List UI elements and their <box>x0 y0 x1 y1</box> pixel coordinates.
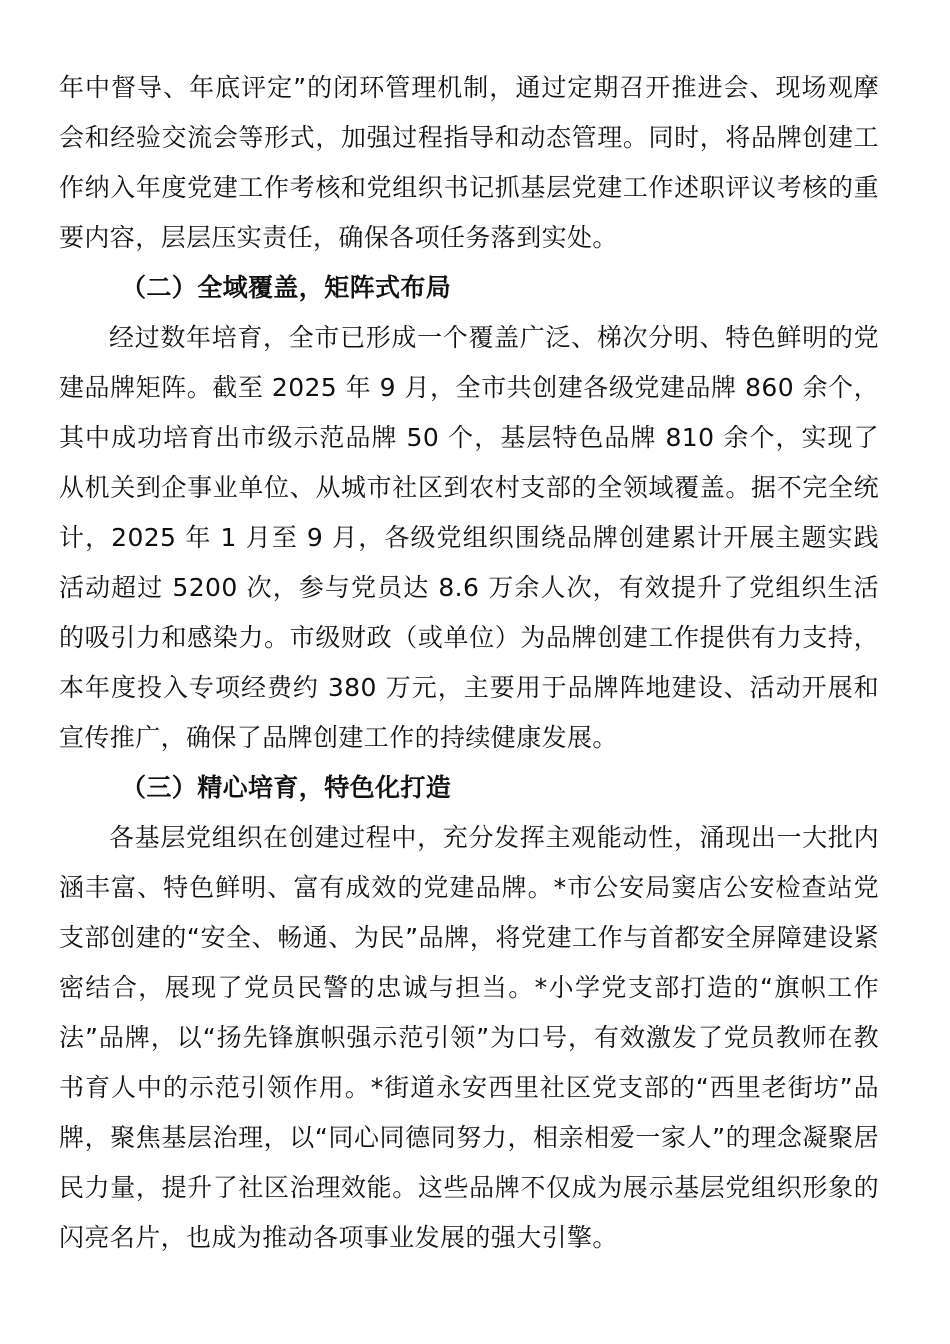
paragraph-cultivation: 各基层党组织在创建过程中，充分发挥主观能动性，涌现出一大批内涵丰富、特色鲜明、富有成效的党建品牌。*市公安局窦店公安检查站党支部创建的“安全、畅通、为民”品牌，将党建工作与首都安全屏障建设紧密结合，展现了党员民警的忠诚与担当。*小学党支部打造的“旗帜工作法”品牌，以“扬先锋旗帜强示范引领”为口号，有效激发了党员教师在教书育人中的示范引领作用。*街道永安西里社区党支部的“西里老街坊”品牌，聚焦基层治理，以“同心同德同努力，相亲相爱一家人”的理念凝聚居民力量，提升了社区治理效能。这些品牌不仅成为展示基层党组织形象的闪亮名片，也成为推动各项事业发展的强大引擎。 <box>59 823 879 1252</box>
paragraph-coverage: 经过数年培育，全市已形成一个覆盖广泛、梯次分明、特色鲜明的党建品牌矩阵。截至 2025 年 9 月，全市共创建各级党建品牌 860 余个，其中成功培育出市级示范品牌 50 个，基层特色品牌 810 余个，实现了从机关到企事业单位、从城市社区到农村支部的全领域覆盖。据不完全统计，2025 年 1 月至 9 月，各级党组织围绕品牌创建累计开展主题实践活动超过 5200 次，参与党员达 8.6 万余人次，有效提升了党组织生活的吸引力和感染力。市级财政（或单位）为品牌创建工作提供有力支持，本年度投入专项经费约 380 万元，主要用于品牌阵地建设、活动开展和宣传推广，确保了品牌创建工作的持续健康发展。 <box>59 323 879 752</box>
section-heading-2: （二）全域覆盖，矩阵式布局 <box>121 273 452 302</box>
section-heading-3: （三）精心培育，特色化打造 <box>121 773 452 802</box>
paragraph-continuation: 年中督导、年底评定”的闭环管理机制，通过定期召开推进会、现场观摩会和经验交流会等形式，加强过程指导和动态管理。同时，将品牌创建工作纳入年度党建工作考核和党组织书记抓基层党建工作述职评议考核的重要内容，层层压实责任，确保各项任务落到实处。 <box>59 73 879 252</box>
document-body <box>59 63 879 1263</box>
